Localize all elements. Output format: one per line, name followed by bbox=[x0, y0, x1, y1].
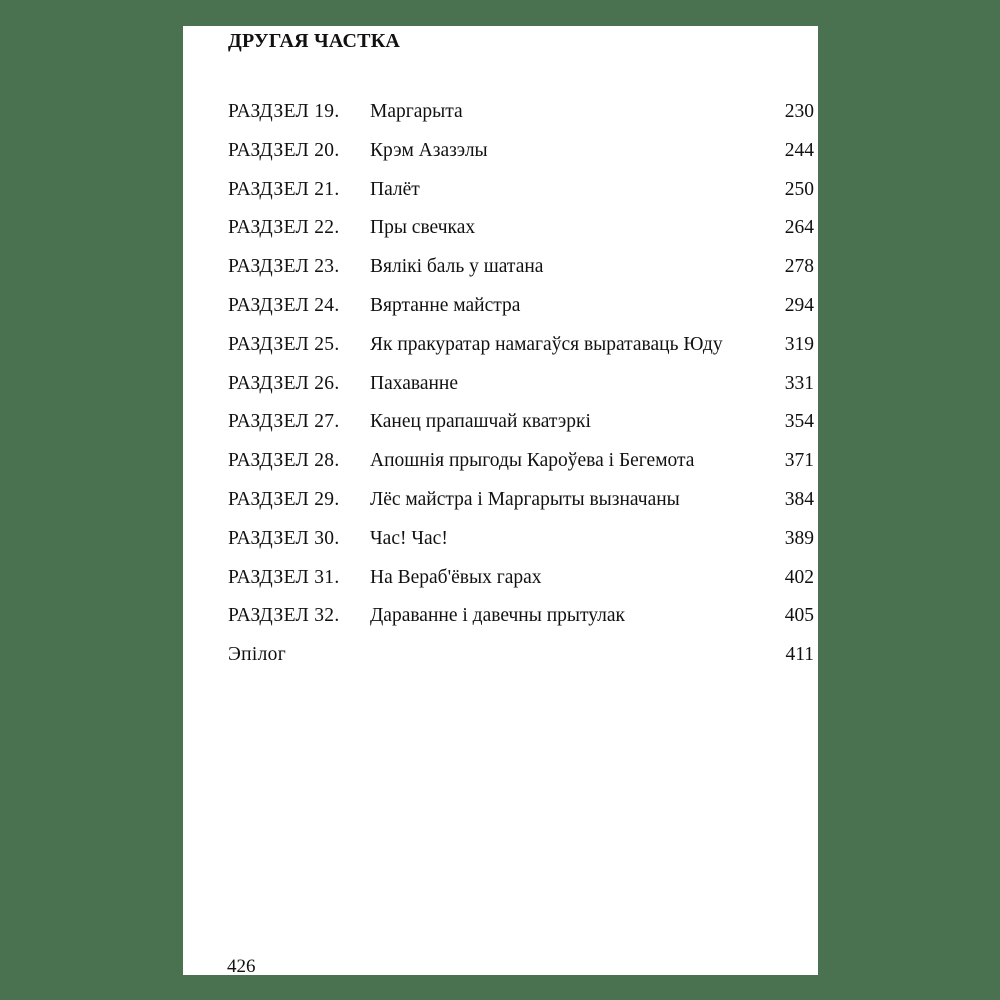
chapter-title: Вялікі баль у шатана bbox=[370, 256, 544, 278]
chapter-label: РАЗДЗЕЛ 28. bbox=[228, 450, 340, 472]
table-of-contents bbox=[228, 100, 814, 682]
toc-entry bbox=[228, 294, 814, 333]
chapter-label: РАЗДЗЕЛ 20. bbox=[228, 139, 340, 161]
chapter-page: 278 bbox=[784, 256, 814, 278]
chapter-label: РАЗДЗЕЛ 32. bbox=[228, 605, 340, 627]
toc-entry bbox=[228, 604, 814, 643]
chapter-title: На Вераб'ёвых гарах bbox=[370, 566, 542, 588]
toc-entry bbox=[228, 100, 814, 139]
chapter-page: 264 bbox=[784, 217, 814, 239]
chapter-page: 389 bbox=[784, 527, 814, 549]
chapter-title: Пры свечках bbox=[370, 217, 476, 239]
toc-entry bbox=[228, 372, 814, 411]
chapter-page: 244 bbox=[784, 139, 814, 161]
chapter-label: РАЗДЗЕЛ 29. bbox=[228, 488, 340, 510]
toc-entry bbox=[228, 178, 814, 217]
chapter-label: РАЗДЗЕЛ 31. bbox=[228, 566, 340, 588]
chapter-title: Час! Час! bbox=[370, 527, 448, 549]
chapter-title: Палёт bbox=[370, 178, 420, 200]
chapter-title: Як пракуратар намагаўся выратаваць Юду bbox=[370, 333, 723, 355]
chapter-title: Дараванне і давечны прытулак bbox=[370, 605, 626, 627]
toc-entry bbox=[228, 255, 814, 294]
epilogue-label: Эпілог bbox=[228, 644, 287, 666]
epilogue-page: 411 bbox=[785, 644, 814, 666]
toc-entry bbox=[228, 527, 814, 566]
toc-entry bbox=[228, 449, 814, 488]
chapter-title: Лёс майстра і Маргарыты вызначаны bbox=[370, 488, 680, 510]
chapter-title: Апошнія прыгоды Кароўева і Бегемота bbox=[370, 450, 695, 472]
chapter-page: 250 bbox=[784, 178, 814, 200]
toc-entry bbox=[228, 488, 814, 527]
page-number: 426 bbox=[227, 956, 256, 977]
toc-entry-epilogue bbox=[228, 643, 814, 682]
chapter-label: РАЗДЗЕЛ 21. bbox=[228, 178, 340, 200]
chapter-page: 354 bbox=[784, 411, 814, 433]
chapter-page: 331 bbox=[784, 372, 814, 394]
chapter-label: РАЗДЗЕЛ 27. bbox=[228, 411, 340, 433]
chapter-label: РАЗДЗЕЛ 23. bbox=[228, 256, 340, 278]
chapter-page: 384 bbox=[784, 488, 814, 510]
chapter-page: 402 bbox=[784, 566, 814, 588]
chapter-label: РАЗДЗЕЛ 24. bbox=[228, 294, 340, 316]
chapter-page: 371 bbox=[784, 450, 814, 472]
chapter-page: 294 bbox=[784, 294, 814, 316]
chapter-page: 405 bbox=[784, 605, 814, 627]
chapter-label: РАЗДЗЕЛ 26. bbox=[228, 372, 340, 394]
chapter-label: РАЗДЗЕЛ 22. bbox=[228, 217, 340, 239]
chapter-label: РАЗДЗЕЛ 25. bbox=[228, 333, 340, 355]
toc-entry bbox=[228, 333, 814, 372]
chapter-page: 319 bbox=[784, 333, 814, 355]
chapter-title: Пахаванне bbox=[370, 372, 459, 394]
chapter-label: РАЗДЗЕЛ 30. bbox=[228, 527, 340, 549]
toc-entry bbox=[228, 139, 814, 178]
chapter-title: Маргарыта bbox=[370, 101, 463, 122]
chapter-label: РАЗДЗЕЛ 19. bbox=[228, 101, 340, 122]
chapter-page: 230 bbox=[784, 101, 814, 122]
chapter-title: Крэм Азазэлы bbox=[370, 139, 488, 161]
toc-entry bbox=[228, 566, 814, 605]
toc-entry bbox=[228, 216, 814, 255]
toc-entry bbox=[228, 410, 814, 449]
book-page bbox=[183, 26, 818, 975]
chapter-title: Канец прапашчай кватэркі bbox=[370, 411, 591, 433]
chapter-title: Вяртанне майстра bbox=[370, 294, 521, 316]
part-title: ДРУГАЯ ЧАСТКА bbox=[228, 30, 401, 52]
